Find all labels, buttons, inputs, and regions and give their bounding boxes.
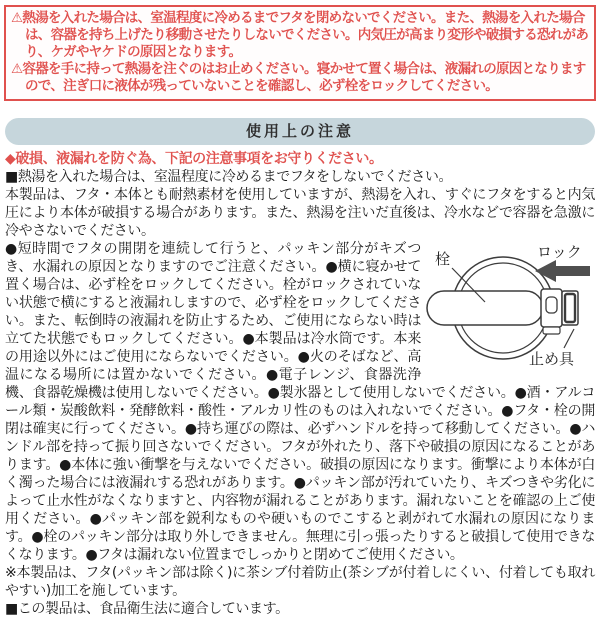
hot-water-title: ■熱湯を入れた場合は、室温程度に冷めるまでフタをしないでください。 [5,169,453,185]
warning-item [11,61,589,95]
section-header [5,118,595,145]
lead-red-note: ◆破損、液漏れを防ぐ為、下記の注意事項をお守りください。 [5,151,383,167]
warning-text: 容器を手に持って熱湯を注ぐのはお止めください。寝かせて置く場合は、液漏れの原因となりますので、注ぎ口に液体が残っていないことを確認し、必ず栓をロックしてください。 [22,61,586,94]
precautions-content [5,150,595,618]
tea-stain-note: ※本製品は、フタ(パッキン部は除く)に茶シブ付着防止(茶シブが付着しにくい、付着しても取れやすい)加工を施しています。 [5,565,595,599]
instruction-sheet [0,5,600,617]
catch-label: 止め具 [529,350,575,368]
food-sanitation-note: ■この製品は、食品衛生法に適合しています。 [5,601,289,617]
warning-triangle-icon: ⚠ [11,61,23,77]
warning-box [4,5,596,101]
lock-arrow-icon [535,260,590,282]
catch-leader-line [564,329,574,348]
stopper-label: 栓 [435,250,451,268]
stopper-handle [427,289,578,334]
warning-triangle-icon: ⚠ [11,10,23,26]
warning-text: 熱湯を入れた場合は、室温程度に冷めるまでフタを閉めないでください。また、熱湯を入れた場合は、容器を持ち上げたり移動させたりしないでください。内気圧が高まり変形や破損する恐れがあり、ケガやヤケドの原因となります。 [22,10,589,60]
warning-item [11,10,589,61]
section-title: 使用上の注意 [245,122,354,140]
lid-lock-diagram-svg [425,242,595,368]
lid-lock-diagram [425,242,595,368]
hot-water-body: 本製品は、フタ・本体とも耐熱素材を使用していますが、熱湯を入れ、すぐにフタをすると内気圧により本体が破損する場合があります。また、熱湯を注いだ直後は、冷水などで容器を急激に冷やさないでください。 [5,187,595,239]
lock-label: ロック [537,243,582,261]
bullet-notes: ●短時間でフタの開閉を連続して行うと、パッキン部分がキズつき、水漏れの原因となりますのでご注意ください。●横に寝かせて置く場合は、必ず栓をロックしてください。栓がロックされていない状態で横にすると液漏れしますので、必ず栓をロックしてください。また、転倒時の液漏れを防止するため、ご使用にならない時は立てた状態でもロックしてください。●本製品は冷水筒です。本来の用途以外にはご使用にならないでください。●火のそばなど、高温になる場所には置かないでください。●電子レンジ、食器洗浄機、食器乾燥機は使用しないでください。●製氷器として使用しないでください。●酒・アルコール類・炭酸飲料・発酵飲料・酸性・アルカリ性のものは入れないでください。●フタ・栓の開閉は確実に行ってください。●持ち運びの際は、必ずハンドルを持って移動してください。●ハンドル部を持って振り回さないでください。フタが外れたり、落下や破損の原因になることがあります。●本体に強い衝撃を与えないでください。破損の原因になります。衝撃により本体が白く濁った場合には液漏れする恐れがあります。●パッキン部が汚れていたり、キズつきや劣化によって止水性がなくなりますと、内容物が漏れることがあります。漏れないことを確認の上ご使用ください。●パッキン部を鋭利なものや硬いものでこすると剥がれて水漏れの原因になります。●栓のパッキン部分は取り外しできません。無理に引っ張ったりすると破損して使用できなくなります。●フタは漏れない位置までしっかりと閉めてご使用ください。 [5,241,595,563]
